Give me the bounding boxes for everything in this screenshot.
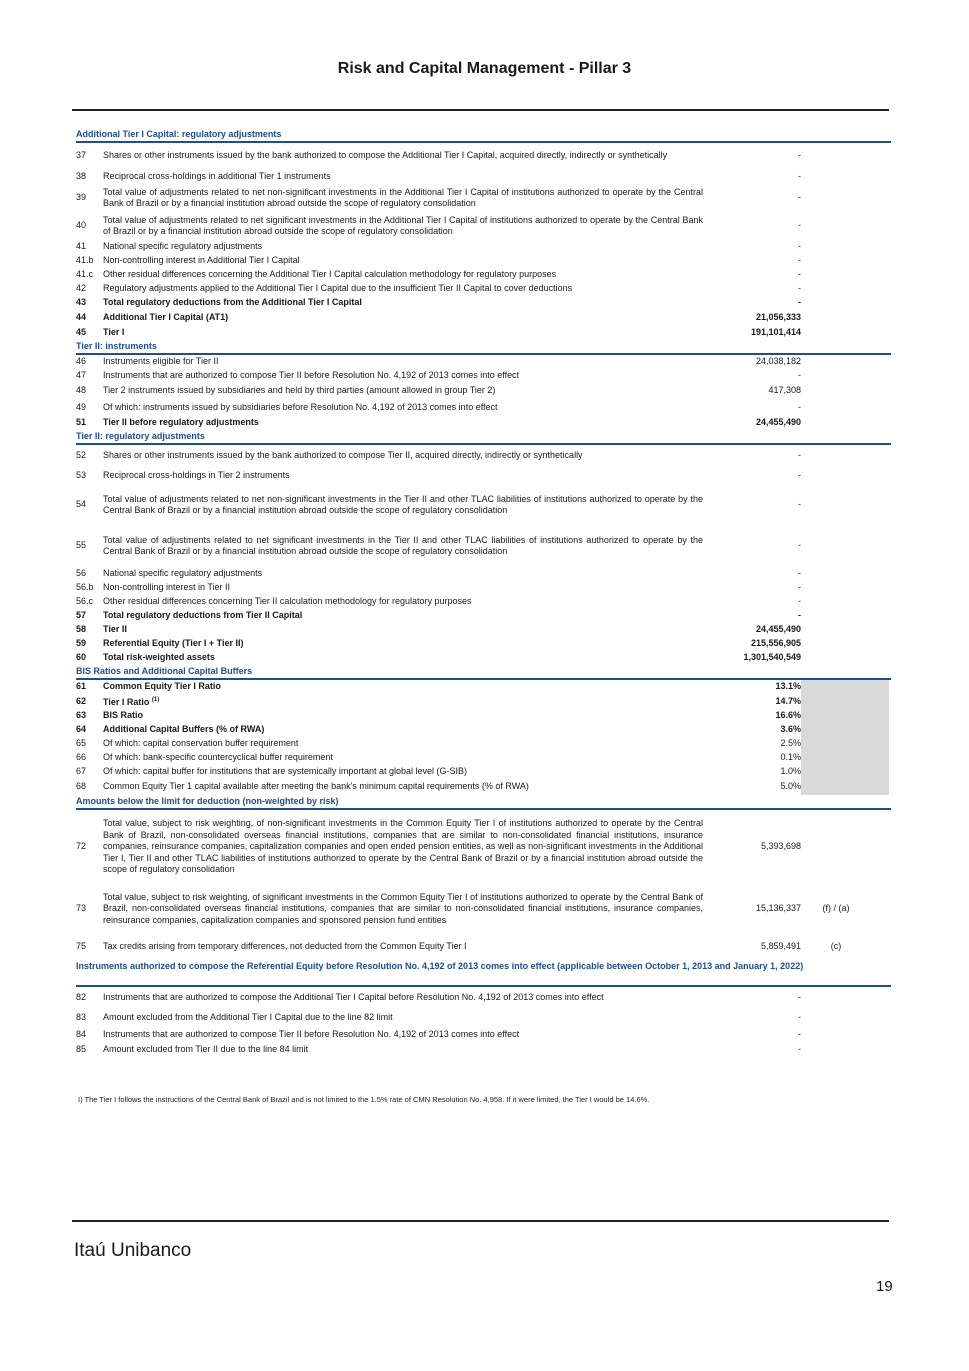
- row-description: National specific regulatory adjustments: [103, 568, 263, 579]
- row-description: Additional Capital Buffers (% of RWA): [103, 724, 265, 735]
- row-number: 65: [76, 738, 87, 749]
- footnote-marker: (1): [151, 696, 160, 703]
- table-row: [76, 169, 891, 184]
- row-label: Tier I Ratio: [103, 696, 150, 707]
- row-value: 0.1%: [780, 752, 801, 763]
- top-divider: [72, 109, 889, 111]
- row-number: 49: [76, 401, 87, 412]
- row-number: 46: [76, 356, 87, 367]
- table-row: [76, 694, 891, 709]
- row-description: [103, 695, 703, 709]
- table-row: [76, 268, 891, 282]
- row-number: 67: [76, 766, 87, 777]
- row-description: Total value of adjustments related to net significant investments in the Additional Tier I Capital of institutions authorized to operate by the Central Bank of Brazil or by a financial institution abroad outside the scope of regulatory consolidation: [103, 214, 703, 236]
- table-row: [76, 143, 891, 169]
- row-number: 41.b: [76, 255, 94, 266]
- row-value: -: [798, 170, 801, 181]
- row-description: Referential Equity (Tier I + Tier II): [103, 638, 244, 649]
- row-value: 2.5%: [780, 738, 801, 749]
- table-row: [76, 779, 891, 795]
- table-row: [76, 355, 891, 369]
- row-description: Of which: capital conservation buffer requirement: [103, 738, 299, 749]
- row-value: -: [798, 1012, 801, 1023]
- table-row: [76, 325, 891, 340]
- row-description: Of which: bank-specific countercyclical buffer requirement: [103, 752, 333, 763]
- row-number: 59: [76, 638, 87, 649]
- page-title: Risk and Capital Management - Pillar 3: [337, 60, 632, 77]
- section-header: Tier II: regulatory adjustments: [76, 430, 891, 445]
- row-description: Instruments that are authorized to compose the Additional Tier I Capital before Resolution No. 4,192 of 2013 comes into effect: [103, 992, 604, 1003]
- row-description: Total value of adjustments related to net significant investments in the Tier II and other TLAC liabilities of institutions authorized to operate by the Central Bank of Brazil or by a financial institution abroad outside the scope of regulatory consolidation: [103, 534, 703, 556]
- row-value: 5.0%: [780, 781, 801, 792]
- table-row: [76, 184, 891, 212]
- row-description: Other residual differences concerning the Additional Tier I Capital calculation methodology for regulatory purposes: [103, 269, 557, 280]
- table-row: [76, 810, 891, 884]
- row-value: 3.6%: [780, 724, 801, 735]
- row-number: 52: [76, 449, 87, 460]
- table-row: [76, 595, 891, 609]
- section-header: Instruments authorized to compose the Referential Equity before Resolution No. 4,192 of 2013 comes into effect (applicable between October 1, 2013 and January 1, 2022): [76, 960, 891, 987]
- row-number: 56: [76, 568, 87, 579]
- table-row: [76, 581, 891, 595]
- row-description: Total value of adjustments related to net non-significant investments in the Tier II and other TLAC liabilities of institutions authorized to operate by the Central Bank of Brazil or by a financial institution abroad outside the scope of regulatory consolidation: [103, 493, 703, 515]
- row-value: -: [798, 269, 801, 280]
- row-description: Total value, subject to risk weighting, of significant investments in the Common Equity Tier I of institutions authorized to operate by the Central Bank of Brazil, non-consolidated overseas financial institutions, companies that are similar to non-consolidated financial institutions, insurance companies, reinsurance companies, capitalization companies and sponsored pension fund entities: [103, 891, 703, 925]
- row-description: Of which: capital buffer for institutions that are systemically important at global level (G-SIB): [103, 766, 467, 777]
- capital-table: [76, 128, 891, 1057]
- row-number: 75: [76, 941, 87, 952]
- table-row: [76, 1042, 891, 1057]
- table-row: [76, 737, 891, 751]
- table-row: [76, 567, 891, 581]
- table-row: [76, 709, 891, 723]
- row-value: 13.1%: [775, 681, 801, 692]
- row-description: Non-controlling interest in Tier II: [103, 582, 231, 593]
- row-number: 41: [76, 241, 87, 252]
- row-value: -: [798, 255, 801, 266]
- table-row: [76, 485, 891, 525]
- row-number: 66: [76, 752, 87, 763]
- row-reference: (c): [830, 941, 842, 952]
- row-value: 5,859,491: [760, 941, 801, 952]
- shaded-cell: [801, 709, 889, 723]
- row-description: Amount excluded from Tier II due to the line 84 limit: [103, 1043, 309, 1054]
- row-description: Total regulatory deductions from Tier II Capital: [103, 610, 303, 621]
- row-value: -: [798, 499, 801, 510]
- company-name: Itaú Unibanco: [74, 1240, 192, 1261]
- row-description: Total value of adjustments related to net non-significant investments in the Additional Tier I Capital of institutions authorized to operate by the Central Bank of Brazil or by a financial institution abroad outside the scope of regulatory consolidation: [103, 186, 703, 208]
- row-number: 82: [76, 992, 87, 1003]
- table-row: [76, 416, 891, 430]
- row-value: -: [798, 241, 801, 252]
- row-description: Common Equity Tier 1 capital available after meeting the bank's minimum capital requirements (% of RWA): [103, 781, 529, 792]
- row-number: 63: [76, 710, 87, 721]
- row-value: 1.0%: [780, 766, 801, 777]
- row-value: 191,101,414: [750, 326, 801, 337]
- row-value: -: [798, 1028, 801, 1039]
- table-row: [76, 212, 891, 240]
- row-description: BIS Ratio: [103, 710, 144, 721]
- row-number: 39: [76, 192, 87, 203]
- row-value: -: [798, 596, 801, 607]
- row-number: 84: [76, 1028, 87, 1039]
- row-value: 14.7%: [775, 695, 801, 706]
- row-number: 38: [76, 170, 87, 181]
- row-number: 68: [76, 781, 87, 792]
- row-number: 73: [76, 903, 87, 914]
- row-description: Common Equity Tier I Ratio: [103, 681, 221, 692]
- table-row: [76, 765, 891, 779]
- table-row: [76, 751, 891, 765]
- row-value: 16.6%: [775, 710, 801, 721]
- row-number: 83: [76, 1012, 87, 1023]
- table-row: [76, 934, 891, 960]
- row-number: 64: [76, 724, 87, 735]
- row-number: 56.b: [76, 582, 94, 593]
- row-value: 1,301,540,549: [743, 652, 801, 663]
- row-value: -: [798, 283, 801, 294]
- section-header: Tier II: instruments: [76, 340, 891, 355]
- row-description: Reciprocal cross-holdings in additional Tier 1 instruments: [103, 170, 331, 181]
- shaded-cell: [801, 779, 889, 795]
- row-value: -: [798, 192, 801, 203]
- row-description: Non-controlling interest in Additional Tier I Capital: [103, 255, 300, 266]
- row-value: -: [798, 150, 801, 161]
- table-row: [76, 1009, 891, 1027]
- row-value: 417,308: [768, 385, 801, 396]
- shaded-cell: [801, 751, 889, 765]
- row-number: 61: [76, 681, 87, 692]
- row-number: 42: [76, 283, 87, 294]
- row-value: 24,455,490: [755, 417, 801, 428]
- row-description: Shares or other instruments issued by the bank authorized to compose the Additional Tier I Capital, acquired directly, indirectly or synthetically: [103, 150, 668, 161]
- row-number: 53: [76, 469, 87, 480]
- shaded-cell: [801, 694, 889, 709]
- row-description: Instruments that are authorized to compose Tier II before Resolution No. 4,192 of 2013 comes into effect: [103, 370, 520, 381]
- row-description: Tier II: [103, 624, 127, 635]
- row-number: 54: [76, 499, 87, 510]
- row-number: 62: [76, 695, 87, 706]
- bottom-divider: [72, 1220, 889, 1222]
- table-row: [76, 296, 891, 310]
- shaded-cell: [801, 765, 889, 779]
- row-description: Shares or other instruments issued by the bank authorized to compose Tier II, acquired directly, indirectly or synthetically: [103, 449, 583, 460]
- row-number: 41.c: [76, 269, 94, 280]
- row-description: Instruments that are authorized to compose Tier II before Resolution No. 4,192 of 2013 comes into effect: [103, 1028, 520, 1039]
- table-row: [76, 884, 891, 934]
- row-number: 51: [76, 417, 87, 428]
- row-description: Instruments eligible for Tier II: [103, 356, 219, 367]
- page-number: 19: [876, 1278, 893, 1295]
- footnote: I) The Tier I follows the instructions of the Central Bank of Brazil and is not limited to the 1.5% rate of CMN Resolution No. 4,958. If it were limited, the Tier I would be 14.6%.: [78, 1095, 650, 1104]
- table-row: [76, 637, 891, 651]
- row-number: 45: [76, 326, 87, 337]
- row-description: National specific regulatory adjustments: [103, 241, 263, 252]
- row-number: 55: [76, 540, 87, 551]
- table-row: [76, 651, 891, 665]
- row-number: 44: [76, 311, 87, 322]
- section-header: BIS Ratios and Additional Capital Buffers: [76, 665, 891, 680]
- row-number: 48: [76, 385, 87, 396]
- row-number: 58: [76, 624, 87, 635]
- row-value: -: [798, 568, 801, 579]
- row-description: Tier II before regulatory adjustments: [103, 417, 259, 428]
- table-row: [76, 723, 891, 737]
- row-value: 24,455,490: [755, 624, 801, 635]
- table-row: [76, 282, 891, 296]
- shaded-cell: [801, 680, 889, 694]
- row-description: Tax credits arising from temporary differences, not deducted from the Common Equity Tier I: [103, 941, 467, 952]
- table-row: [76, 609, 891, 623]
- table-row: [76, 445, 891, 466]
- row-description: Regulatory adjustments applied to the Additional Tier I Capital due to the insufficient Tier II Capital to cover deductions: [103, 283, 573, 294]
- row-description: Total risk-weighted assets: [103, 652, 215, 663]
- row-value: -: [798, 220, 801, 231]
- row-value: -: [798, 1043, 801, 1054]
- table-row: [76, 1027, 891, 1042]
- table-row: [76, 399, 891, 416]
- row-number: 57: [76, 610, 87, 621]
- row-number: 40: [76, 220, 87, 231]
- row-number: 37: [76, 150, 87, 161]
- row-number: 85: [76, 1043, 87, 1054]
- row-value: -: [798, 540, 801, 551]
- row-value: 5,393,698: [760, 841, 801, 852]
- row-description: Reciprocal cross-holdings in Tier 2 instruments: [103, 469, 290, 480]
- row-value: -: [798, 610, 801, 621]
- row-description: Tier I: [103, 326, 125, 337]
- row-value: 24,038,182: [755, 356, 801, 367]
- table-row: [76, 525, 891, 567]
- row-value: 15,136,337: [755, 903, 801, 914]
- row-description: Other residual differences concerning Tier II calculation methodology for regulatory purposes: [103, 596, 472, 607]
- row-number: 47: [76, 370, 87, 381]
- row-value: -: [798, 401, 801, 412]
- row-value: 21,056,333: [755, 311, 801, 322]
- table-row: [76, 310, 891, 325]
- table-row: [76, 254, 891, 268]
- row-value: -: [798, 449, 801, 460]
- section-header: Amounts below the limit for deduction (non-weighted by risk): [76, 795, 891, 810]
- shaded-cell: [801, 737, 889, 751]
- table-row: [76, 240, 891, 254]
- row-value: -: [798, 992, 801, 1003]
- row-value: -: [798, 582, 801, 593]
- row-value: 215,556,905: [750, 638, 801, 649]
- shaded-cell: [801, 723, 889, 737]
- table-row: [76, 987, 891, 1009]
- row-description: Tier 2 instruments issued by subsidiaries and held by third parties (amount allowed in group Tier 2): [103, 385, 496, 396]
- row-value: -: [798, 370, 801, 381]
- row-description: Additional Tier I Capital (AT1): [103, 311, 229, 322]
- row-number: 60: [76, 652, 87, 663]
- table-row: [76, 623, 891, 637]
- table-row: [76, 383, 891, 399]
- row-reference: (f) / (a): [822, 903, 850, 914]
- row-value: -: [798, 297, 801, 308]
- table-row: [76, 466, 891, 485]
- row-value: -: [798, 469, 801, 480]
- table-row: [76, 369, 891, 383]
- row-description: Total value, subject to risk weighting, of non-significant investments in the Common Equity Tier I of institutions authorized to operate by the Central Bank of Brazil, non-consolidated overseas financial institutions, companies that are similar to non-consolidated financial institutions, insurance companies, reinsurance companies, capitalization companies and open ended pension entities, as well as non-significant investments in the Additional Tier I, Tier II and other TLAC liabilities of institutions authorized to operate by the Central Bank of Brazil or by a financial institution abroad outside the scope of regulatory consolidation: [103, 818, 703, 875]
- section-header: Additional Tier I Capital: regulatory adjustments: [76, 128, 891, 143]
- row-description: Of which: instruments issued by subsidiaries before Resolution No. 4,192 of 2013 comes into effect: [103, 401, 498, 412]
- row-number: 72: [76, 841, 87, 852]
- row-description: Total regulatory deductions from the Additional Tier I Capital: [103, 297, 362, 308]
- row-number: 43: [76, 297, 87, 308]
- table-row: [76, 680, 891, 694]
- row-number: 56.c: [76, 596, 94, 607]
- row-description: Amount excluded from the Additional Tier I Capital due to the line 82 limit: [103, 1012, 393, 1023]
